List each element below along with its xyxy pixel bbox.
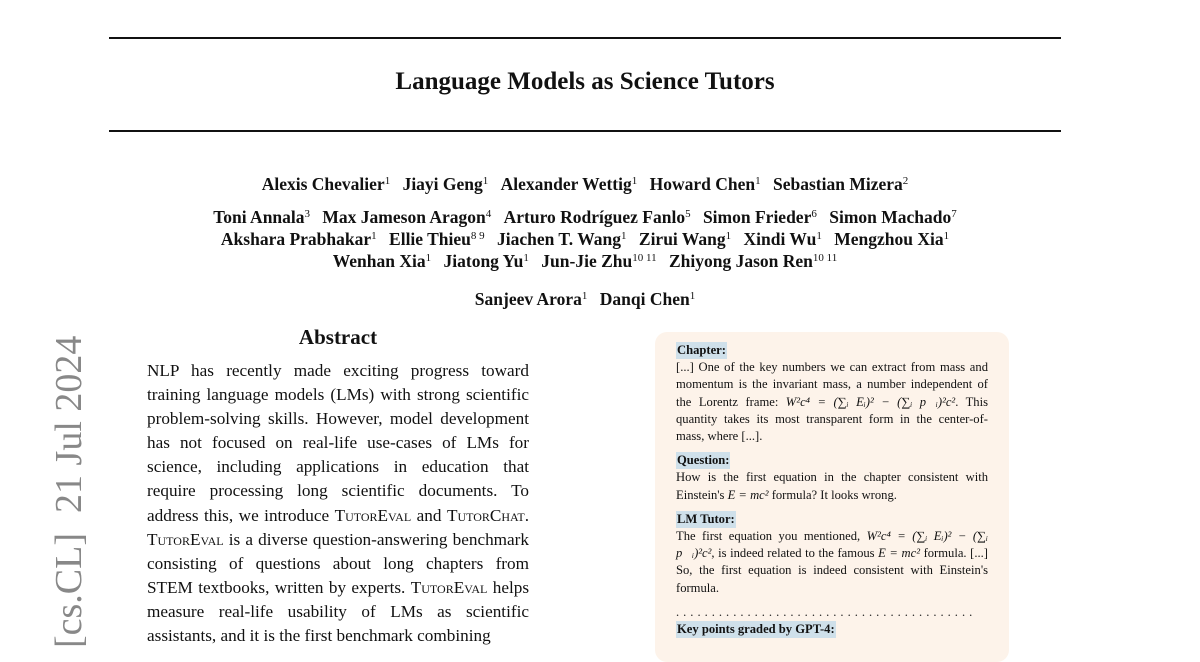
arxiv-date: 21 Jul 2024: [48, 335, 90, 513]
author: Alexander Wettig$^1$: [500, 174, 638, 194]
chapter-text: [...] One of the key numbers we can extract from mass and momentum is the invariant mass, a number independent of the Lorentz frame: W²c⁴ = (∑ᵢ Eᵢ)² − (∑ᵢ p⃗ᵢ)²c². This quantity takes its most transparent form in the center-of-mass, where [...].: [676, 360, 988, 444]
key-points-label: Key points graded by GPT-4:: [676, 621, 836, 638]
author: Jiachen T. Wang$^1$: [497, 229, 627, 249]
author-list-row-2: [109, 206, 1061, 272]
author-list-row-3: [109, 288, 1061, 310]
author: Akshara Prabhakar$^1$: [220, 229, 377, 249]
question-label: Question:: [676, 452, 730, 469]
author: Alexis Chevalier$^1$: [261, 174, 391, 194]
lm-tutor-text: The first equation you mentioned, W²c⁴ = (∑ᵢ Eᵢ)² − (∑ᵢ p⃗ᵢ)²c², is indeed related to the famous E = mc² formula. [...] So, the first equation is indeed consistent with Einstein's formula.: [676, 529, 989, 595]
author: Arturo Rodríguez Fanlo$^5$: [503, 207, 691, 227]
author: Jun-Jie Zhu$^{10 11}$: [541, 251, 657, 271]
abstract-body: NLP has recently made exciting progress toward training language models (LMs) with strong scientific problem-solving skills. However, model development has not focused on real-life use-cases of LMs for science, including applications in education that require processing long scientific documents. To address this, we introduce TutorEval and TutorChat. TutorEval is a diverse question-answering benchmark consisting of questions about long chapters from STEM textbooks, written by experts. TutorEval helps measure real-life usability of LMs as scientific assistants, and it is the first benchmark combining: [147, 361, 530, 646]
author: Zirui Wang$^1$: [638, 229, 732, 249]
question-text: How is the first equation in the chapter consistent with Einstein's E = mc² formula? It looks wrong.: [676, 470, 988, 502]
author: Jiatong Yu$^1$: [443, 251, 529, 271]
arxiv-stamp: [50, 318, 88, 648]
author: Simon Machado$^7$: [829, 207, 957, 227]
tutoring-example-figure: [655, 332, 1009, 662]
author: Simon Frieder$^6$: [702, 207, 817, 227]
title-rule-bottom: [109, 130, 1061, 132]
tutoreval-name: TutorEval: [334, 505, 412, 525]
tutorchat-name: TutorChat: [446, 505, 525, 525]
author: Mengzhou Xia$^1$: [834, 229, 950, 249]
author: Zhiyong Jason Ren$^{10 11}$: [668, 251, 838, 271]
author: Ellie Thieu$^{8 9}$: [389, 229, 485, 249]
author: Sanjeev Arora$^1$: [474, 289, 588, 309]
author: Wenhan Xia$^1$: [332, 251, 432, 271]
author: Xindi Wu$^1$: [743, 229, 822, 249]
author: Sebastian Mizera$^2$: [773, 174, 909, 194]
question-section: [676, 452, 988, 504]
lm-tutor-section: [676, 511, 988, 597]
paper-title: Language Models as Science Tutors: [395, 68, 775, 95]
author-list-row-1: [109, 173, 1061, 195]
author: Danqi Chen$^1$: [599, 289, 696, 309]
invariant-mass-equation: W²c⁴ = (∑ᵢ Eᵢ)² − (∑ᵢ p⃗ᵢ)²c²: [785, 394, 956, 409]
author: Max Jameson Aragon$^4$: [322, 207, 492, 227]
abstract-heading: Abstract: [298, 325, 378, 349]
dotted-separator: ..........................................: [676, 604, 977, 619]
arxiv-category: [cs.CL]: [48, 532, 90, 648]
author: Jiayi Geng$^1$: [402, 174, 489, 194]
chapter-label: Chapter:: [676, 342, 727, 359]
lm-tutor-label: LM Tutor:: [676, 511, 736, 528]
chapter-section: [676, 342, 988, 445]
title-rule-top: [109, 37, 1061, 39]
author: Howard Chen$^1$: [649, 174, 761, 194]
author: Toni Annala$^3$: [213, 207, 311, 227]
